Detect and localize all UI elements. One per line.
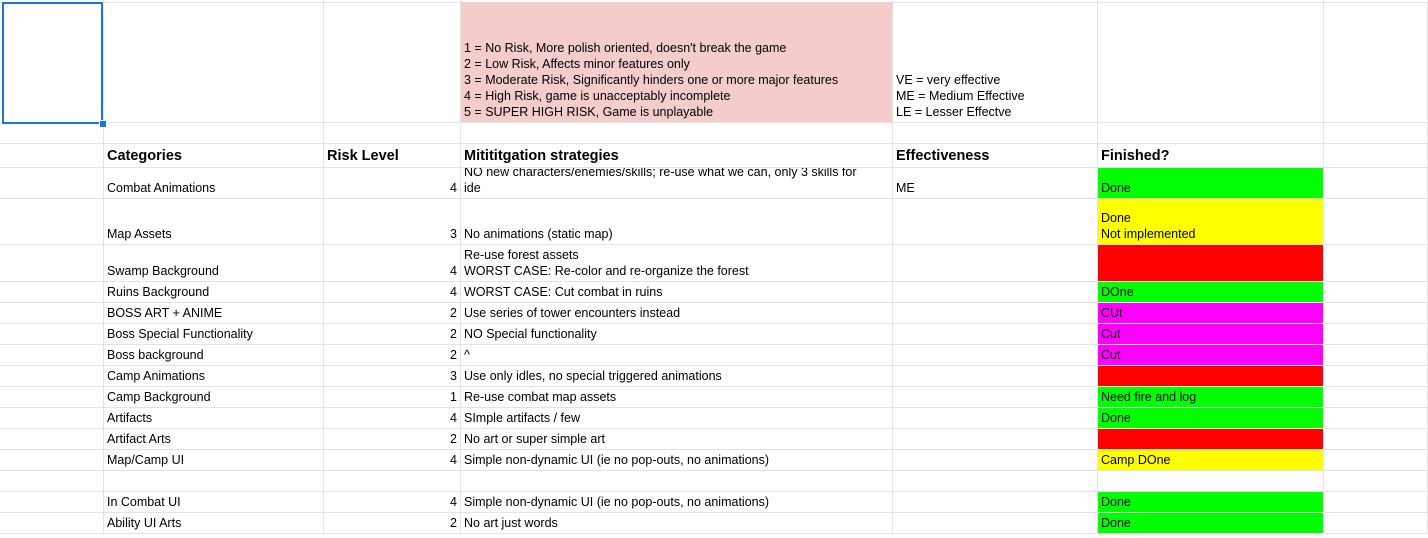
blank-row-finished[interactable] [1098, 123, 1324, 144]
legend-row-categories[interactable] [104, 2, 324, 123]
row-3-mitigation[interactable] [461, 245, 893, 282]
row-6-col-a[interactable] [0, 324, 104, 345]
header-mitigation[interactable] [461, 144, 893, 168]
header-mitigation-line: Mitititgation strategies [464, 147, 619, 164]
row-7-col-a[interactable] [0, 345, 104, 366]
row-3-categories[interactable] [104, 245, 324, 282]
header-risk-level[interactable] [324, 144, 461, 168]
row-4-finished-line: DOne [1101, 285, 1134, 299]
row-12-categories[interactable] [104, 450, 324, 471]
legend-row-finished[interactable] [1098, 2, 1324, 123]
row-11-mitigation-line: No art or super simple art [464, 432, 606, 446]
row-6-finished[interactable] [1098, 324, 1324, 345]
row-1-col-a[interactable] [0, 168, 104, 199]
row-11-col-g[interactable] [1324, 429, 1428, 450]
row-9-finished[interactable] [1098, 387, 1324, 408]
row-11-effectiveness[interactable] [893, 429, 1098, 450]
row-6-col-g[interactable] [1324, 324, 1428, 345]
row-5-col-g[interactable] [1324, 303, 1428, 324]
row-2-finished-line: Done [1101, 211, 1131, 225]
row-14-risk-level[interactable] [324, 492, 461, 513]
row-11-risk-level[interactable] [324, 429, 461, 450]
risk-legend-cell-line: 2 = Low Risk, Affects minor features only [464, 57, 690, 71]
row-1-effectiveness-line: ME [896, 181, 915, 195]
row-3-risk-level[interactable] [324, 245, 461, 282]
row-2-col-g[interactable] [1324, 199, 1428, 245]
effectiveness-legend-cell-line: VE = very effective [896, 73, 1001, 87]
row-13-effectiveness[interactable] [893, 471, 1098, 492]
row-2-risk-level[interactable] [324, 199, 461, 245]
row-2-mitigation-line: No animations (static map) [464, 227, 613, 241]
row-10-finished-line: Done [1101, 411, 1131, 425]
row-9-col-g[interactable] [1324, 387, 1428, 408]
row-12-col-g[interactable] [1324, 450, 1428, 471]
row-2-categories-line: Map Assets [107, 227, 172, 241]
header-effectiveness[interactable] [893, 144, 1098, 168]
row-1-mitigation-line: ide [464, 181, 481, 195]
row-8-effectiveness[interactable] [893, 366, 1098, 387]
row-15-risk-level-line: 2 [450, 516, 457, 530]
row-10-mitigation-line: SImple artifacts / few [464, 411, 581, 425]
row-2-finished[interactable] [1098, 199, 1324, 245]
row-2-categories[interactable] [104, 199, 324, 245]
row-10-effectiveness[interactable] [893, 408, 1098, 429]
row-3-mitigation-line: WORST CASE: Re-color and re-organize the forest [464, 264, 749, 278]
row-7-finished-line: Cut [1101, 348, 1121, 362]
row-6-mitigation-line: NO Special functionality [464, 327, 597, 341]
risk-legend-cell[interactable] [461, 2, 893, 123]
row-12-risk-level[interactable] [324, 450, 461, 471]
row-6-mitigation[interactable] [461, 324, 893, 345]
blank-row-col-g[interactable] [1324, 123, 1428, 144]
row-10-risk-level[interactable] [324, 408, 461, 429]
row-5-finished[interactable] [1098, 303, 1324, 324]
row-15-mitigation[interactable] [461, 513, 893, 534]
row-15-categories-line: Ability UI Arts [107, 516, 182, 530]
row-12-effectiveness[interactable] [893, 450, 1098, 471]
row-15-finished[interactable] [1098, 513, 1324, 534]
legend-row-risk-level[interactable] [324, 2, 461, 123]
row-12-risk-level-line: 4 [450, 453, 457, 467]
row-14-categories-line: In Combat UI [107, 495, 181, 509]
row-11-mitigation[interactable] [461, 429, 893, 450]
row-4-risk-level[interactable] [324, 282, 461, 303]
row-4-col-a[interactable] [0, 282, 104, 303]
row-11-finished[interactable] [1098, 429, 1324, 450]
row-3-mitigation-line: Re-use forest assets [464, 248, 579, 262]
header-finished-line: Finished? [1101, 147, 1170, 164]
row-14-risk-level-line: 4 [450, 495, 457, 509]
row-6-finished-line: Cut [1101, 327, 1121, 341]
row-1-risk-level[interactable] [324, 168, 461, 199]
row-12-mitigation[interactable] [461, 450, 893, 471]
risk-legend-cell-line: 5 = SUPER HIGH RISK, Game is unplayable [464, 105, 714, 119]
header-effectiveness-line: Effectiveness [896, 147, 990, 164]
row-9-risk-level-line: 1 [450, 390, 457, 404]
row-13-risk-level[interactable] [324, 471, 461, 492]
row-4-categories[interactable] [104, 282, 324, 303]
row-5-risk-level[interactable] [324, 303, 461, 324]
row-9-finished-line: Need fire and log [1101, 390, 1197, 404]
row-2-finished-line: Not implemented [1101, 227, 1196, 241]
blank-row-categories[interactable] [104, 123, 324, 144]
row-5-mitigation-line: Use series of tower encounters instead [464, 306, 681, 320]
fill-handle[interactable] [99, 120, 107, 128]
header-categories[interactable] [104, 144, 324, 168]
row-8-categories[interactable] [104, 366, 324, 387]
row-14-col-g[interactable] [1324, 492, 1428, 513]
row-1-risk-level-line: 4 [450, 181, 457, 195]
row-8-mitigation-line: Use only idles, no special triggered animations [464, 369, 722, 383]
header-categories-line: Categories [107, 147, 182, 164]
active-cell-selection[interactable] [2, 2, 103, 124]
row-7-categories[interactable] [104, 345, 324, 366]
row-14-mitigation-line: Simple non-dynamic UI (ie no pop-outs, no animations) [464, 495, 770, 509]
row-1-col-g[interactable] [1324, 168, 1428, 199]
row-14-effectiveness[interactable] [893, 492, 1098, 513]
row-8-col-g[interactable] [1324, 366, 1428, 387]
row-8-risk-level-line: 3 [450, 369, 457, 383]
row-9-col-a[interactable] [0, 387, 104, 408]
row-5-risk-level-line: 2 [450, 306, 457, 320]
row-4-col-g[interactable] [1324, 282, 1428, 303]
row-15-mitigation-line: No art just words [464, 516, 558, 530]
row-5-finished-line: CUt [1101, 306, 1123, 320]
header-risk-level-line: Risk Level [327, 147, 399, 164]
row-12-categories-line: Map/Camp UI [107, 453, 185, 467]
row-3-categories-line: Swamp Background [107, 264, 219, 278]
row-8-categories-line: Camp Animations [107, 369, 205, 383]
row-3-effectiveness[interactable] [893, 245, 1098, 282]
row-9-categories[interactable] [104, 387, 324, 408]
row-3-col-g[interactable] [1324, 245, 1428, 282]
row-14-categories[interactable] [104, 492, 324, 513]
blank-row-mitigation[interactable] [461, 123, 893, 144]
row-9-categories-line: Camp Background [107, 390, 211, 404]
row-2-effectiveness[interactable] [893, 199, 1098, 245]
row-10-risk-level-line: 4 [450, 411, 457, 425]
blank-row-col-a[interactable] [0, 123, 104, 144]
row-14-finished[interactable] [1098, 492, 1324, 513]
row-7-mitigation-line: ^ [464, 348, 470, 362]
row-1-finished-line: Done [1101, 181, 1131, 195]
row-1-effectiveness[interactable] [893, 168, 1098, 199]
row-7-mitigation[interactable] [461, 345, 893, 366]
row-4-finished[interactable] [1098, 282, 1324, 303]
row-1-categories-line: Combat Animations [107, 181, 216, 195]
row-8-mitigation[interactable] [461, 366, 893, 387]
row-4-categories-line: Ruins Background [107, 285, 210, 299]
legend-row-col-g[interactable] [1324, 2, 1428, 123]
row-7-categories-line: Boss background [107, 348, 204, 362]
row-13-finished[interactable] [1098, 471, 1324, 492]
blank-row-effectiveness[interactable] [893, 123, 1098, 144]
row-12-mitigation-line: Simple non-dynamic UI (ie no pop-outs, no animations) [464, 453, 770, 467]
row-1-mitigation[interactable] [461, 168, 893, 199]
row-13-col-a[interactable] [0, 471, 104, 492]
row-5-categories-line: BOSS ART + ANIME [107, 306, 223, 320]
row-9-mitigation-line: Re-use combat map assets [464, 390, 617, 404]
row-5-col-a[interactable] [0, 303, 104, 324]
row-15-col-g[interactable] [1324, 513, 1428, 534]
row-11-risk-level-line: 2 [450, 432, 457, 446]
row-15-effectiveness[interactable] [893, 513, 1098, 534]
blank-row-risk-level[interactable] [324, 123, 461, 144]
effectiveness-legend-cell-line: LE = Lesser Effectve [896, 105, 1012, 119]
header-finished[interactable] [1098, 144, 1324, 168]
header-row-col-g[interactable] [1324, 144, 1428, 168]
row-13-col-g[interactable] [1324, 471, 1428, 492]
row-9-mitigation[interactable] [461, 387, 893, 408]
row-4-effectiveness[interactable] [893, 282, 1098, 303]
row-2-risk-level-line: 3 [450, 227, 457, 241]
row-12-col-a[interactable] [0, 450, 104, 471]
row-10-col-g[interactable] [1324, 408, 1428, 429]
row-2-col-a[interactable] [0, 199, 104, 245]
row-8-col-a[interactable] [0, 366, 104, 387]
row-1-finished[interactable] [1098, 168, 1324, 199]
header-row-col-a[interactable] [0, 144, 104, 168]
row-7-risk-level[interactable] [324, 345, 461, 366]
row-4-risk-level-line: 4 [450, 285, 457, 299]
row-7-col-g[interactable] [1324, 345, 1428, 366]
row-3-finished[interactable] [1098, 245, 1324, 282]
row-7-finished[interactable] [1098, 345, 1324, 366]
row-14-mitigation[interactable] [461, 492, 893, 513]
row-15-col-a[interactable] [0, 513, 104, 534]
row-11-categories[interactable] [104, 429, 324, 450]
row-9-risk-level[interactable] [324, 387, 461, 408]
row-11-categories-line: Artifact Arts [107, 432, 171, 446]
row-3-risk-level-line: 4 [450, 264, 457, 278]
row-7-risk-level-line: 2 [450, 348, 457, 362]
row-15-categories[interactable] [104, 513, 324, 534]
risk-legend-cell-line: 4 = High Risk, game is unacceptably incomplete [464, 89, 731, 103]
row-6-risk-level-line: 2 [450, 327, 457, 341]
row-10-categories[interactable] [104, 408, 324, 429]
row-7-effectiveness[interactable] [893, 345, 1098, 366]
row-8-finished[interactable] [1098, 366, 1324, 387]
row-4-mitigation-line: WORST CASE: Cut combat in ruins [464, 285, 663, 299]
row-10-categories-line: Artifacts [107, 411, 153, 425]
row-15-finished-line: Done [1101, 516, 1131, 530]
row-6-risk-level[interactable] [324, 324, 461, 345]
row-10-col-a[interactable] [0, 408, 104, 429]
risk-legend-cell-line: 1 = No Risk, More polish oriented, doesn't break the game [464, 41, 787, 55]
risk-legend-cell-line: 3 = Moderate Risk, Significantly hinders one or more major features [464, 73, 839, 87]
row-12-finished-line: Camp DOne [1101, 453, 1171, 467]
row-6-categories[interactable] [104, 324, 324, 345]
row-6-categories-line: Boss Special Functionality [107, 327, 253, 341]
row-3-col-a[interactable] [0, 245, 104, 282]
row-2-mitigation[interactable] [461, 199, 893, 245]
effectiveness-legend-cell-line: ME = Medium Effective [896, 89, 1025, 103]
row-8-risk-level[interactable] [324, 366, 461, 387]
row-11-col-a[interactable] [0, 429, 104, 450]
row-13-mitigation[interactable] [461, 471, 893, 492]
row-10-mitigation[interactable] [461, 408, 893, 429]
row-14-finished-line: Done [1101, 495, 1131, 509]
row-5-effectiveness[interactable] [893, 303, 1098, 324]
row-5-mitigation[interactable] [461, 303, 893, 324]
row-1-mitigation-line: NO new characters/enemies/skills; re-use what we can, only 3 skills for [464, 168, 857, 179]
row-13-categories[interactable] [104, 471, 324, 492]
row-4-mitigation[interactable] [461, 282, 893, 303]
row-14-col-a[interactable] [0, 492, 104, 513]
row-9-effectiveness[interactable] [893, 387, 1098, 408]
row-10-finished[interactable] [1098, 408, 1324, 429]
effectiveness-legend-cell[interactable] [893, 2, 1098, 123]
row-6-effectiveness[interactable] [893, 324, 1098, 345]
row-12-finished[interactable] [1098, 450, 1324, 471]
row-5-categories[interactable] [104, 303, 324, 324]
row-1-categories[interactable] [104, 168, 324, 199]
row-15-risk-level[interactable] [324, 513, 461, 534]
